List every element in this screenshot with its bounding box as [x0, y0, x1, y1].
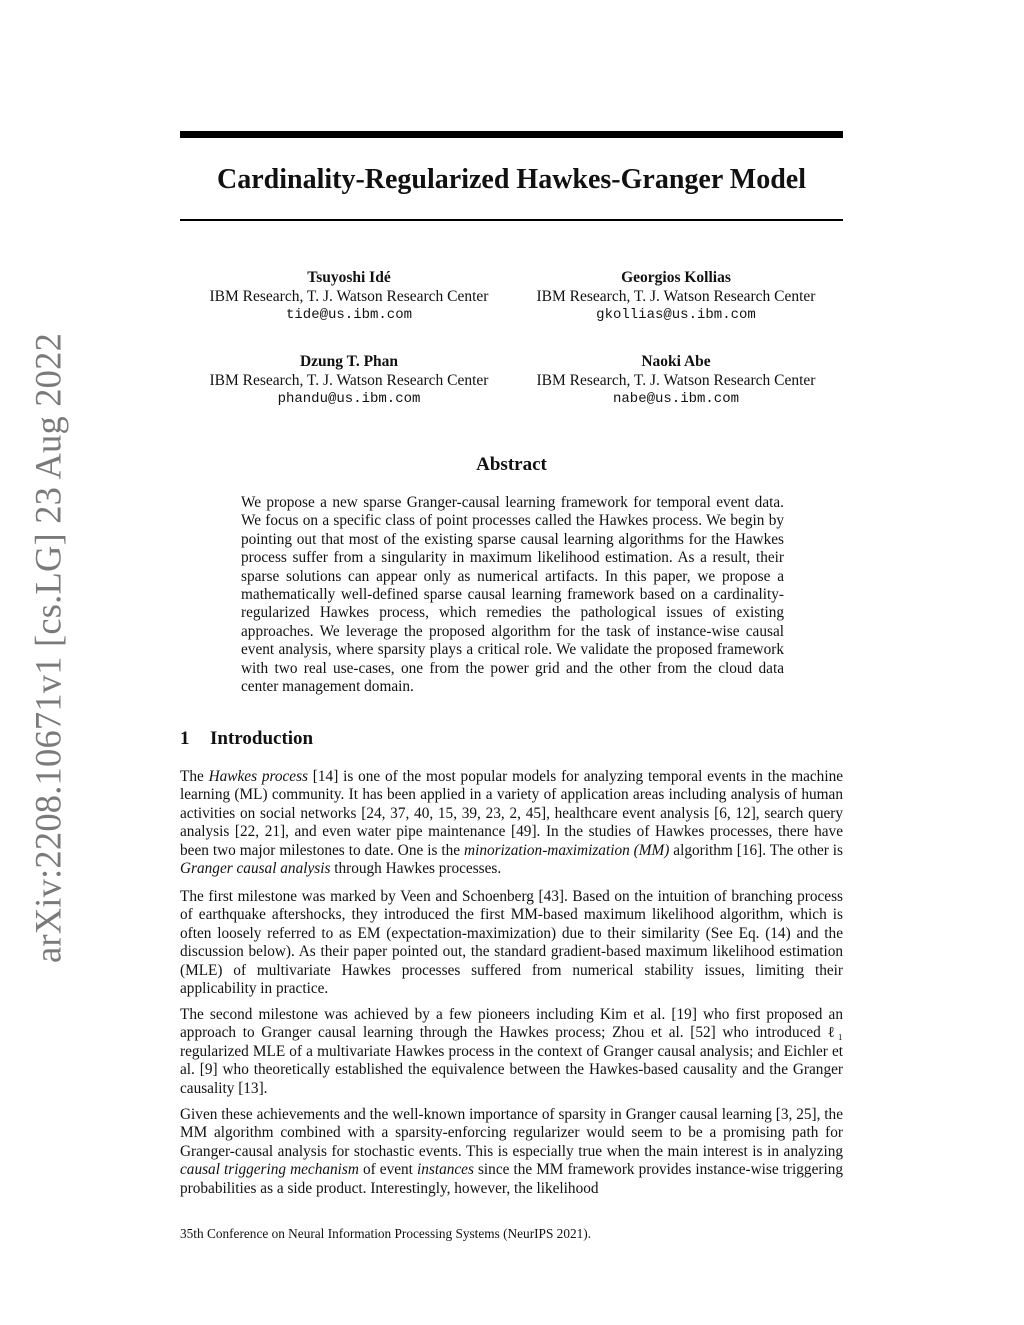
author-name: Dzung T. Phan: [299, 353, 399, 370]
author-email: nabe@us.ibm.com: [612, 391, 740, 407]
conference-footnote: 35th Conference on Neural Information Processing Systems (NeurIPS 2021).: [180, 1226, 592, 1241]
author-block-2: [511, 268, 841, 325]
intro-paragraph-1: The Hawkes process [14] is one of the most popular models for analyzing temporal events in the machine learning (ML) community. It has been applied in a variety of application areas including analysis of human activities on social networks [24, 37, 40, 15, 39, 23, 2, 45], healthcare event analysis [6, 12], search query analysis [22, 21], and even water pipe maintenance [49]. In the studies of Hawkes processes, there have been two major milestones to date. One is the minorization-maximization (MM) algorithm [16]. The other is Granger causal analysis through Hawkes processes.: [180, 768, 844, 878]
author-name: Tsuyoshi Idé: [307, 269, 391, 286]
section-heading: [180, 727, 313, 751]
abstract-heading: Abstract: [476, 454, 547, 475]
author-block-3: [184, 352, 514, 409]
author-affiliation: IBM Research, T. J. Watson Research Center: [209, 288, 489, 305]
author-affiliation: IBM Research, T. J. Watson Research Center: [209, 372, 489, 389]
author-email: phandu@us.ibm.com: [277, 391, 421, 407]
author-email: tide@us.ibm.com: [285, 307, 413, 323]
author-affiliation: IBM Research, T. J. Watson Research Center: [536, 288, 816, 305]
section-number: 1: [180, 728, 190, 749]
author-name: Georgios Kollias: [621, 269, 731, 286]
section-title-text: Introduction: [210, 728, 314, 749]
paper-title: Cardinality-Regularized Hawkes-Granger Model: [217, 164, 806, 195]
author-affiliation: IBM Research, T. J. Watson Research Center: [536, 372, 816, 389]
author-block-1: [184, 268, 514, 325]
arxiv-identifier: arXiv:2208.10671v1 [cs.LG] 23 Aug 2022: [27, 332, 69, 964]
title-bottom-rule: [180, 219, 843, 221]
intro-paragraph-4: Given these achievements and the well-known importance of sparsity in Granger causal learning [3, 25], the MM algorithm combined with a sparsity-enforcing regularizer would seem to be a promising path for Granger-causal analysis for stochastic events. This is especially true when the main interest is in analyzing causal triggering mechanism of event instances since the MM framework provides instance-wise triggering probabilities as a side product. Interestingly, however, the likelihood: [180, 1106, 843, 1197]
abstract-text: We propose a new sparse Granger-causal learning framework for temporal event data. We focus on a specific class of point processes called the Hawkes process. We begin by pointing out that most of the existing sparse causal learning algorithms for the Hawkes process suffer from a singularity in maximum likelihood estimation. As a result, their sparse solutions can appear only as numerical artifacts. In this paper, we propose a mathematically well-defined sparse causal learning framework based on a cardinality-regularized Hawkes process, which remedies the pathological issues of existing approaches. We leverage the proposed algorithm for the task of instance-wise causal event analysis, where sparsity plays a critical role. We validate the proposed framework with two real use-cases, one from the power grid and the other from the cloud data center management domain.: [241, 494, 784, 696]
intro-paragraph-2: The first milestone was marked by Veen and Schoenberg [43]. Based on the intuition of branching process of earthquake aftershocks, they introduced the first MM-based maximum likelihood algorithm, which is often loosely referred to as EM (expectation-maximization) due to their similarity (See Eq. (14) and the discussion below). As their paper pointed out, the standard gradient-based maximum likelihood estimation (MLE) of multivariate Hawkes processes suffered from numerical stability issues, limiting their applicability in practice.: [180, 888, 843, 998]
author-name: Naoki Abe: [641, 353, 711, 370]
intro-paragraph-3: The second milestone was achieved by a few pioneers including Kim et al. [19] who first proposed an approach to Granger causal learning through the Hawkes process; Zhou et al. [52] who introduced ℓ₁ regularized MLE of a multivariate Hawkes process in the context of Granger causal analysis; and Eichler et al. [9] who theoretically established the equivalence between the Hawkes-based causality and the Granger causality [13].: [180, 1006, 843, 1097]
author-block-4: [511, 352, 841, 409]
author-email: gkollias@us.ibm.com: [596, 307, 756, 323]
title-top-rule: [180, 131, 843, 138]
